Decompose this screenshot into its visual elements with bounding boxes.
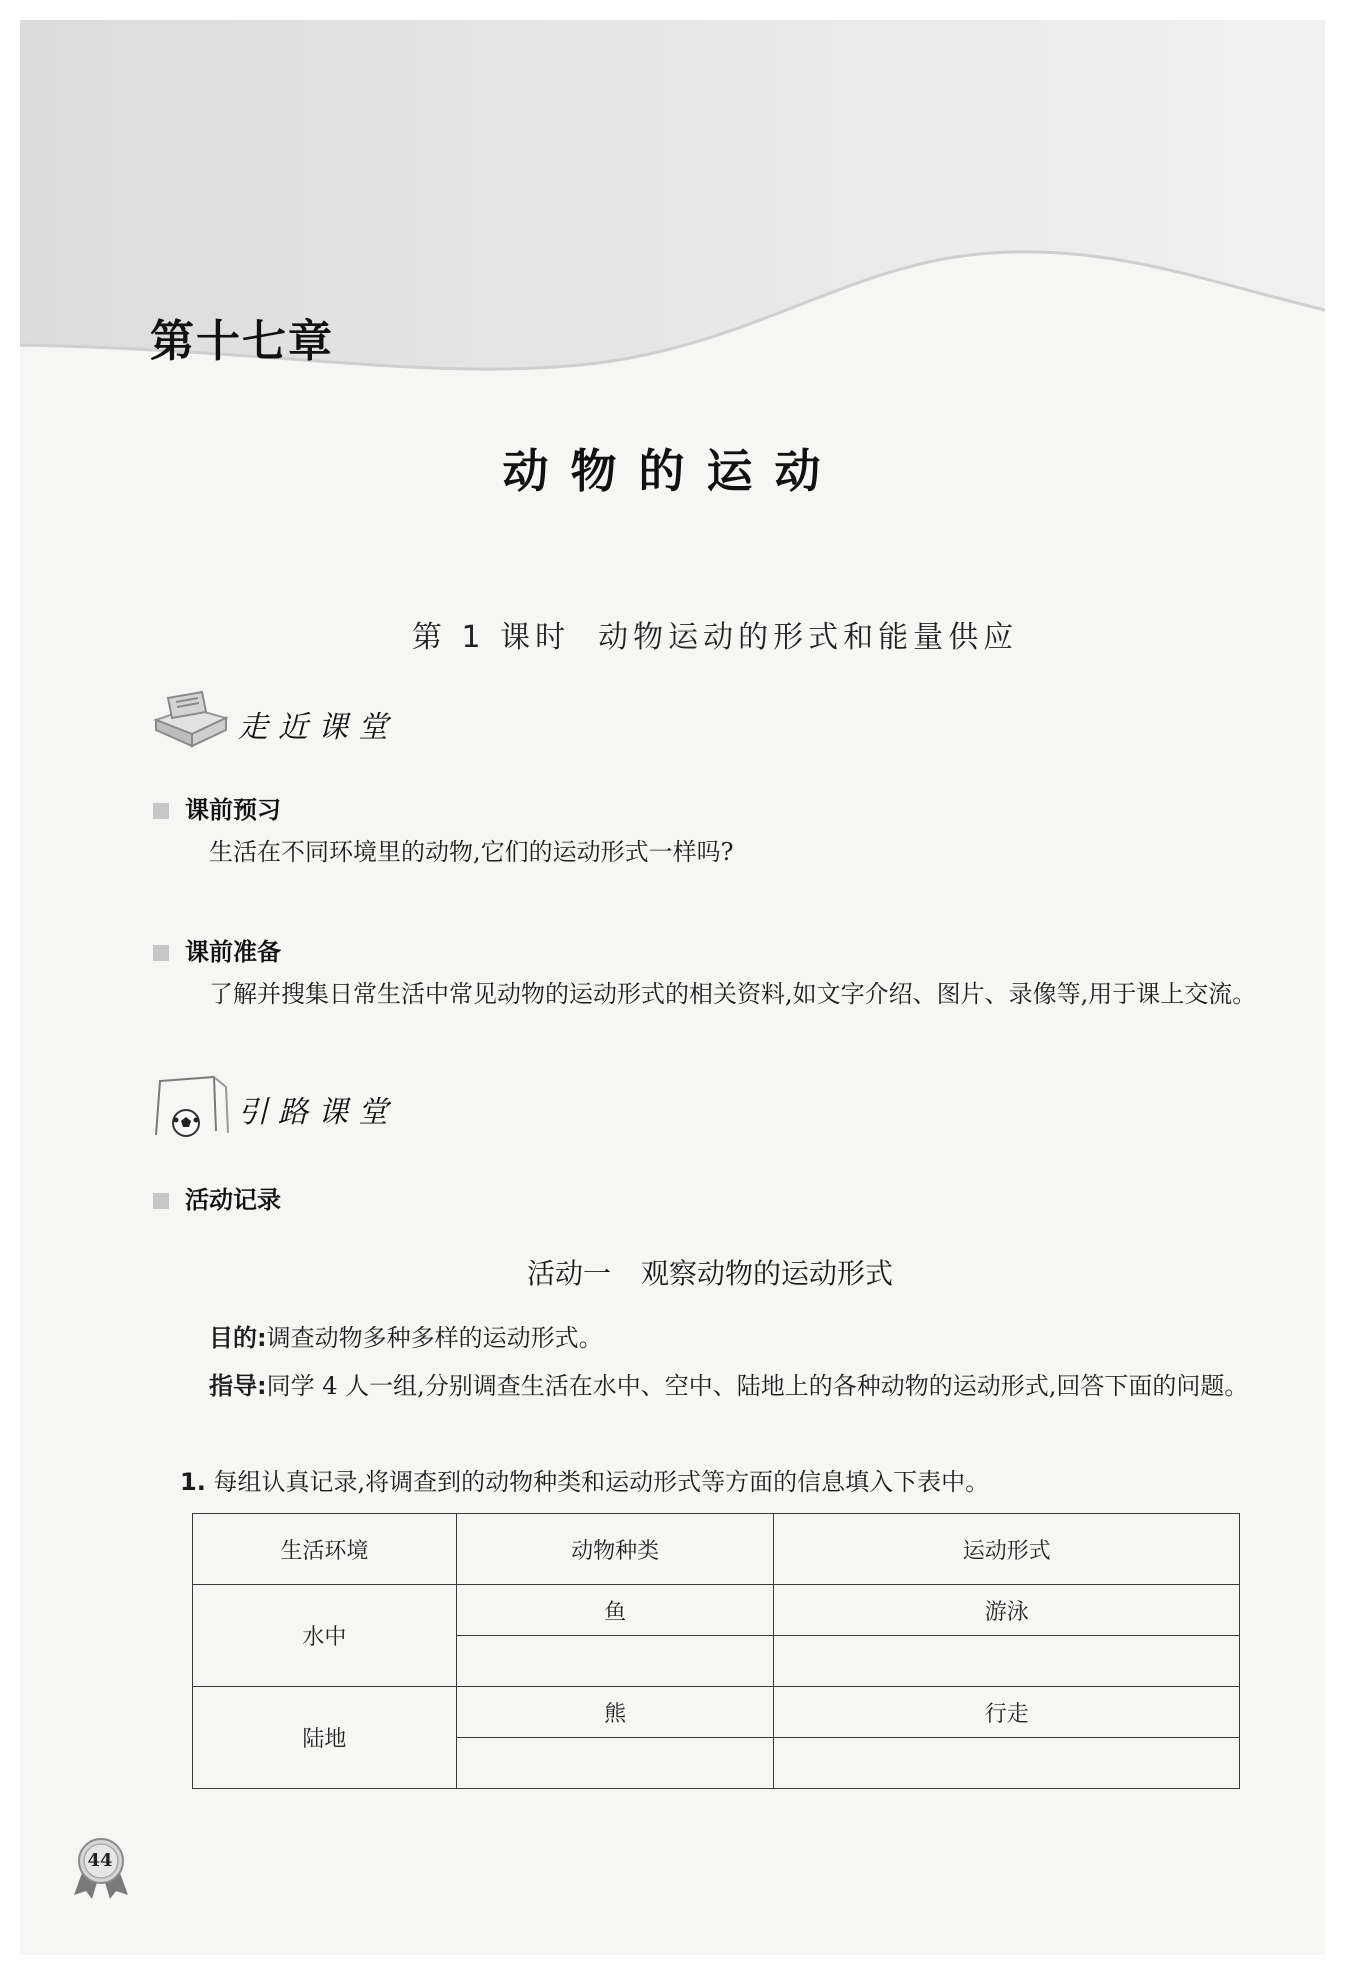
header-cell: 动物种类 xyxy=(456,1514,774,1585)
purpose-label: 目的: xyxy=(209,1324,267,1352)
header-cell: 生活环境 xyxy=(193,1514,457,1585)
page-number: 44 xyxy=(87,1850,113,1871)
heading-text: 活动记录 xyxy=(185,1186,281,1214)
heading-marker xyxy=(153,1193,169,1209)
lesson-name: 动物运动的形式和能量供应 xyxy=(598,620,1019,655)
motion-cell[interactable] xyxy=(774,1636,1240,1687)
notebook-icon xyxy=(150,690,232,752)
heading-text: 课前预习 xyxy=(185,796,281,824)
purpose-line xyxy=(153,1314,1263,1362)
guide-label: 指导: xyxy=(209,1372,267,1400)
section-title: 引路课堂 xyxy=(238,1095,398,1130)
unit-title: 动物的运动 xyxy=(502,444,843,498)
question-text: 每组认真记录,将调查到的动物种类和运动形式等方面的信息填入下表中。 xyxy=(213,1468,990,1496)
question-1 xyxy=(180,1458,1290,1506)
activity-number: 活动一 xyxy=(526,1257,611,1290)
textbook-page xyxy=(20,20,1325,1955)
environment-cell: 陆地 xyxy=(193,1687,457,1789)
animal-motion-table xyxy=(192,1513,1240,1789)
prepare-text: 了解并搜集日常生活中常见动物的运动形式的相关资料,如文字介绍、图片、录像等,用于课上交流。 xyxy=(209,980,1257,1008)
section-title: 走近课堂 xyxy=(238,710,398,745)
motion-cell[interactable] xyxy=(774,1738,1240,1789)
chapter-label: 第十七章 xyxy=(150,316,334,367)
heading-marker xyxy=(153,803,169,819)
animal-cell: 鱼 xyxy=(456,1585,774,1636)
question-number: 1. xyxy=(180,1468,206,1496)
lesson-title xyxy=(20,612,1325,656)
table-header-row xyxy=(193,1514,1240,1585)
animal-cell[interactable] xyxy=(456,1636,774,1687)
table-row xyxy=(193,1687,1240,1738)
animal-cell: 熊 xyxy=(456,1687,774,1738)
heading-text: 课前准备 xyxy=(185,938,281,966)
activity-record-heading xyxy=(153,1180,281,1215)
motion-cell: 游泳 xyxy=(774,1585,1240,1636)
table-row xyxy=(193,1585,1240,1636)
purpose-text: 调查动物多种多样的运动形式。 xyxy=(266,1324,603,1352)
header-cell: 运动形式 xyxy=(774,1514,1240,1585)
activity-title xyxy=(20,1252,1325,1292)
heading-marker xyxy=(153,945,169,961)
animal-cell[interactable] xyxy=(456,1738,774,1789)
prepare-heading xyxy=(153,932,281,967)
preview-heading xyxy=(153,790,281,825)
soccer-goal-icon xyxy=(150,1075,232,1141)
motion-cell: 行走 xyxy=(774,1687,1240,1738)
preview-text: 生活在不同环境里的动物,它们的运动形式一样吗? xyxy=(209,838,734,866)
environment-cell: 水中 xyxy=(193,1585,457,1687)
guide-text: 同学 4 人一组,分别调查生活在水中、空中、陆地上的各种动物的运动形式,回答下面的问题。 xyxy=(266,1372,1249,1400)
lesson-number: 第 1 课时 xyxy=(411,620,571,655)
activity-name: 观察动物的运动形式 xyxy=(641,1257,894,1290)
guide-line xyxy=(153,1362,1263,1410)
